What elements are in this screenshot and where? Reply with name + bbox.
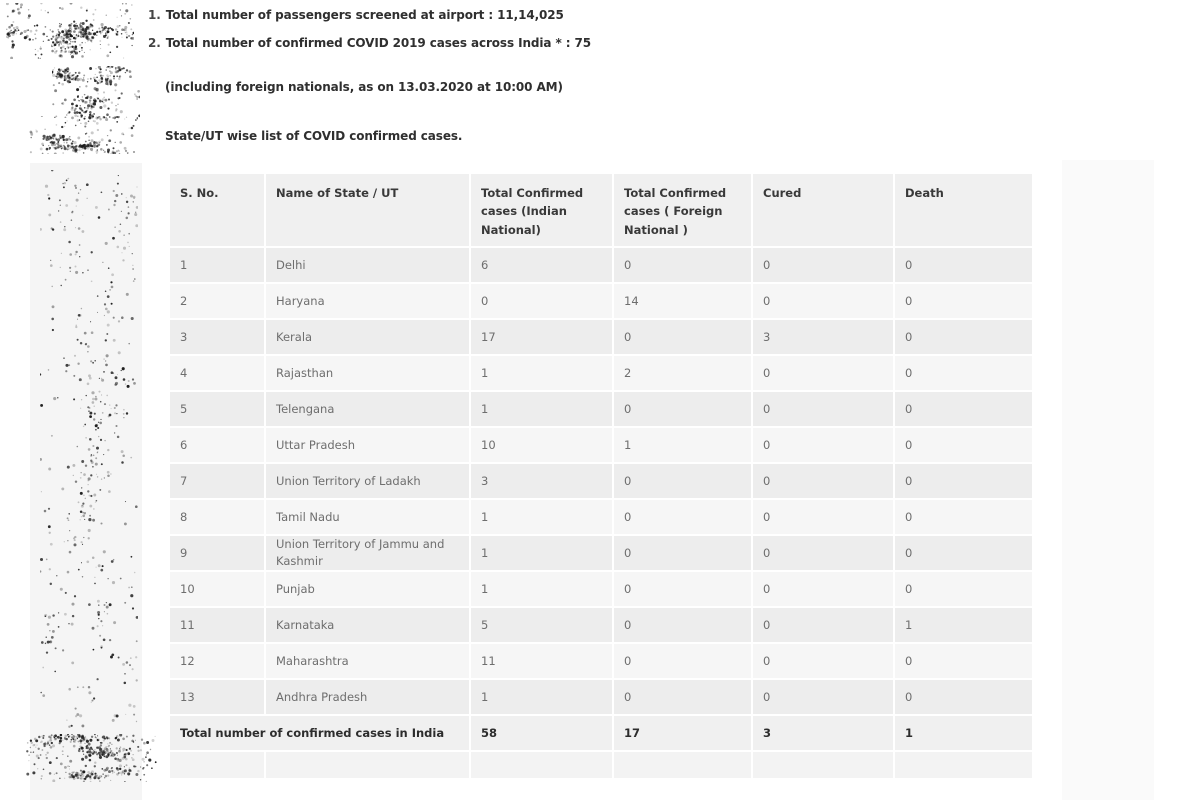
cell-sno: 8 [170,500,264,534]
cell-indian_national: 3 [471,464,612,498]
col-header-sno: S. No. [170,174,264,246]
total-cured: 3 [753,716,893,750]
cell-foreign_national: 1 [614,428,751,462]
list-item-text: Total number of confirmed COVID 2019 cases across India * : 75 [165,36,592,50]
cell-foreign_national: 0 [614,500,751,534]
cell-cured: 0 [753,284,893,318]
col-header-indian-national: Total Confirmed cases (Indian National) [471,174,612,246]
table-row [170,356,1032,390]
table-subtitle: State/UT wise list of COVID confirmed cases. [165,129,463,143]
cell-cured: 0 [753,464,893,498]
col-header-cured: Cured [753,174,893,246]
table-filler-row [170,752,1032,778]
total-foreign-national: 17 [614,716,751,750]
cell-indian_national: 1 [471,392,612,426]
cell-state: Union Territory of Ladakh [266,464,469,498]
table-body [170,248,1032,714]
table-row [170,572,1032,606]
table-row [170,392,1032,426]
cell-foreign_national: 0 [614,320,751,354]
cell-death: 0 [895,284,1032,318]
cell-death: 0 [895,464,1032,498]
cell-foreign_national: 2 [614,356,751,390]
cell-foreign_national: 0 [614,572,751,606]
cell-cured: 0 [753,392,893,426]
redacted-scribble [52,66,140,118]
cell-foreign_national: 0 [614,536,751,570]
cell-death: 0 [895,428,1032,462]
col-header-foreign-national: Total Confirmed cases ( Foreign National ) [614,174,751,246]
table-total-row [170,716,1032,750]
cell-foreign_national: 0 [614,644,751,678]
cell-state: Punjab [266,572,469,606]
cell-foreign_national: 0 [614,680,751,714]
cell-state: Karnataka [266,608,469,642]
redacted-scribble [6,3,134,59]
cell-indian_national: 1 [471,572,612,606]
cell-indian_national: 10 [471,428,612,462]
cell-indian_national: 1 [471,680,612,714]
table-row [170,608,1032,642]
cell-sno: 3 [170,320,264,354]
total-indian-national: 58 [471,716,612,750]
covid-cases-table [168,172,1034,780]
list-item-text: Total number of passengers screened at airport : 11,14,025 [165,8,564,22]
cell-state: Telengana [266,392,469,426]
table-row [170,428,1032,462]
cell-sno: 4 [170,356,264,390]
table-row [170,500,1032,534]
cell-cured: 0 [753,680,893,714]
cell-state: Kerala [266,320,469,354]
table-header-row [170,174,1032,246]
cell-foreign_national: 0 [614,608,751,642]
list-item-passengers-screened [148,8,564,22]
cell-death: 0 [895,320,1032,354]
cell-cured: 0 [753,644,893,678]
table-row [170,464,1032,498]
cell-foreign_national: 0 [614,464,751,498]
cell-cured: 0 [753,356,893,390]
cell-sno: 1 [170,248,264,282]
cell-cured: 0 [753,608,893,642]
cell-state: Tamil Nadu [266,500,469,534]
cell-death: 0 [895,536,1032,570]
total-death: 1 [895,716,1032,750]
cell-foreign_national: 0 [614,248,751,282]
cell-cured: 3 [753,320,893,354]
table-row [170,284,1032,318]
note-foreign-nationals: (including foreign nationals, as on 13.03.2020 at 10:00 AM) [165,80,563,94]
cell-state: Uttar Pradesh [266,428,469,462]
cell-state: Union Territory of Jammu and Kashmir [266,536,469,570]
table-row [170,680,1032,714]
list-number: 1. [148,8,161,22]
redacted-scribble [28,116,138,154]
cell-indian_national: 5 [471,608,612,642]
col-header-state: Name of State / UT [266,174,469,246]
cell-death: 0 [895,356,1032,390]
cell-state: Haryana [266,284,469,318]
table-row [170,248,1032,282]
cell-death: 0 [895,572,1032,606]
cell-death: 0 [895,680,1032,714]
cell-sno: 7 [170,464,264,498]
cell-foreign_national: 14 [614,284,751,318]
table-row [170,644,1032,678]
cell-sno: 10 [170,572,264,606]
cell-cured: 0 [753,536,893,570]
cell-sno: 5 [170,392,264,426]
cell-foreign_national: 0 [614,392,751,426]
cell-state: Rajasthan [266,356,469,390]
cell-death: 1 [895,608,1032,642]
cell-indian_national: 17 [471,320,612,354]
cell-death: 0 [895,500,1032,534]
list-item-confirmed-cases [148,36,591,50]
cell-sno: 13 [170,680,264,714]
cell-indian_national: 1 [471,500,612,534]
cell-indian_national: 11 [471,644,612,678]
cell-sno: 12 [170,644,264,678]
cell-state: Delhi [266,248,469,282]
cell-indian_national: 0 [471,284,612,318]
cell-cured: 0 [753,248,893,282]
table-row [170,536,1032,570]
cell-state: Maharashtra [266,644,469,678]
cell-sno: 9 [170,536,264,570]
total-label: Total number of confirmed cases in India [170,716,469,750]
cell-sno: 11 [170,608,264,642]
redacted-left-column [30,163,142,800]
cell-cured: 0 [753,428,893,462]
right-margin-shade [1062,160,1154,800]
col-header-death: Death [895,174,1032,246]
cell-cured: 0 [753,500,893,534]
cell-indian_national: 1 [471,536,612,570]
cell-death: 0 [895,248,1032,282]
cell-cured: 0 [753,572,893,606]
table-row [170,320,1032,354]
cell-death: 0 [895,392,1032,426]
list-number: 2. [148,36,161,50]
cell-indian_national: 1 [471,356,612,390]
cell-sno: 6 [170,428,264,462]
cell-death: 0 [895,644,1032,678]
cell-indian_national: 6 [471,248,612,282]
cell-state: Andhra Pradesh [266,680,469,714]
cell-sno: 2 [170,284,264,318]
